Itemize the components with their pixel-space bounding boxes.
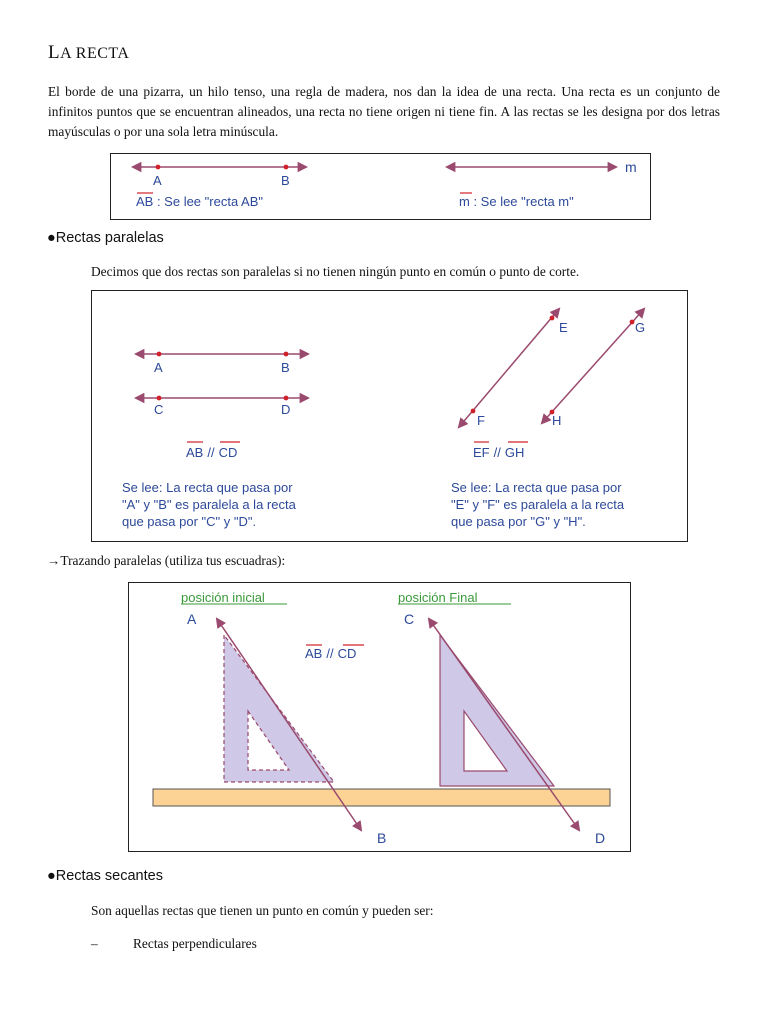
label-d: D: [281, 402, 291, 417]
figure-parallel-lines-svg: [92, 291, 687, 541]
list-item-text: Rectas perpendiculares: [133, 936, 257, 951]
point-c: [157, 396, 162, 401]
point-f: [471, 409, 476, 414]
position-initial-label: posición inicial: [181, 590, 265, 605]
label-m: m: [625, 159, 637, 175]
point-b: [284, 165, 289, 170]
list-bullet: –: [91, 936, 98, 951]
point-e: [550, 316, 555, 321]
label-b: B: [377, 830, 387, 846]
title-rest: A RECTA: [60, 45, 130, 62]
notation-ef-gh: EF // GH: [473, 445, 525, 460]
label-b: B: [281, 360, 290, 375]
reading-right-3: que pasa por "G" y "H".: [451, 514, 586, 529]
label-a: A: [153, 173, 162, 188]
notation-ab-cd: AB // CD: [186, 445, 238, 460]
page-title: [48, 42, 129, 64]
figure-line-notation: [110, 153, 651, 220]
figure-drawing-parallels: [128, 582, 631, 852]
notation-m: m : Se lee "recta m": [459, 194, 574, 209]
line-gh: [542, 309, 644, 423]
label-b: B: [281, 173, 290, 188]
label-h: H: [552, 413, 562, 428]
point-a: [156, 165, 161, 170]
reading-right-2: "E" y "F" es paralela a la recta: [451, 497, 625, 512]
label-f: F: [477, 413, 485, 428]
label-e: E: [559, 320, 568, 335]
notation-ab-cd: AB // CD: [305, 646, 357, 661]
point-b: [284, 352, 289, 357]
position-final-label: posición Final: [398, 590, 478, 605]
trazando-paralelas-label: →Trazando paralelas (utiliza tus escuadras):: [47, 553, 286, 568]
label-c: C: [154, 402, 164, 417]
definition-secantes: Son aquellas rectas que tienen un punto en común y pueden ser:: [91, 903, 434, 918]
label-d: D: [595, 830, 606, 846]
intro-paragraph: El borde de una pizarra, un hilo tenso, una regla de madera, nos dan la idea de una recta. Una recta es un conjunto de infinitos puntos que se encuentran alineados, una recta no tiene origen ni tiene fin. A las rectas se les designa por dos letras mayúsculas o por una sola letra minúscula.: [48, 84, 720, 139]
list-item: [91, 936, 257, 952]
ruler: [153, 789, 610, 806]
title-initial: L: [48, 42, 61, 63]
reading-left-3: que pasa por "C" y "D".: [122, 514, 257, 529]
heading-rectas-paralelas: ●Rectas paralelas: [47, 230, 164, 246]
figure-drawing-parallels-svg: [129, 583, 630, 851]
figure-parallel-lines: [91, 290, 688, 542]
point-d: [284, 396, 289, 401]
point-a: [157, 352, 162, 357]
reading-left-1: Se lee: La recta que pasa por: [122, 480, 293, 495]
label-c: C: [404, 611, 415, 627]
heading-rectas-secantes: ●Rectas secantes: [47, 868, 163, 884]
reading-right-1: Se lee: La recta que pasa por: [451, 480, 622, 495]
notation-ab: AB : Se lee "recta AB": [136, 194, 264, 209]
definition-paralelas: Decimos que dos rectas son paralelas si no tienen ningún punto en común o punto de corte.: [91, 264, 580, 279]
label-a: A: [187, 611, 197, 627]
point-g: [630, 320, 635, 325]
label-a: A: [154, 360, 163, 375]
label-g: G: [635, 320, 646, 335]
reading-left-2: "A" y "B" es paralela a la recta: [122, 497, 296, 512]
figure-line-notation-svg: [111, 154, 650, 219]
